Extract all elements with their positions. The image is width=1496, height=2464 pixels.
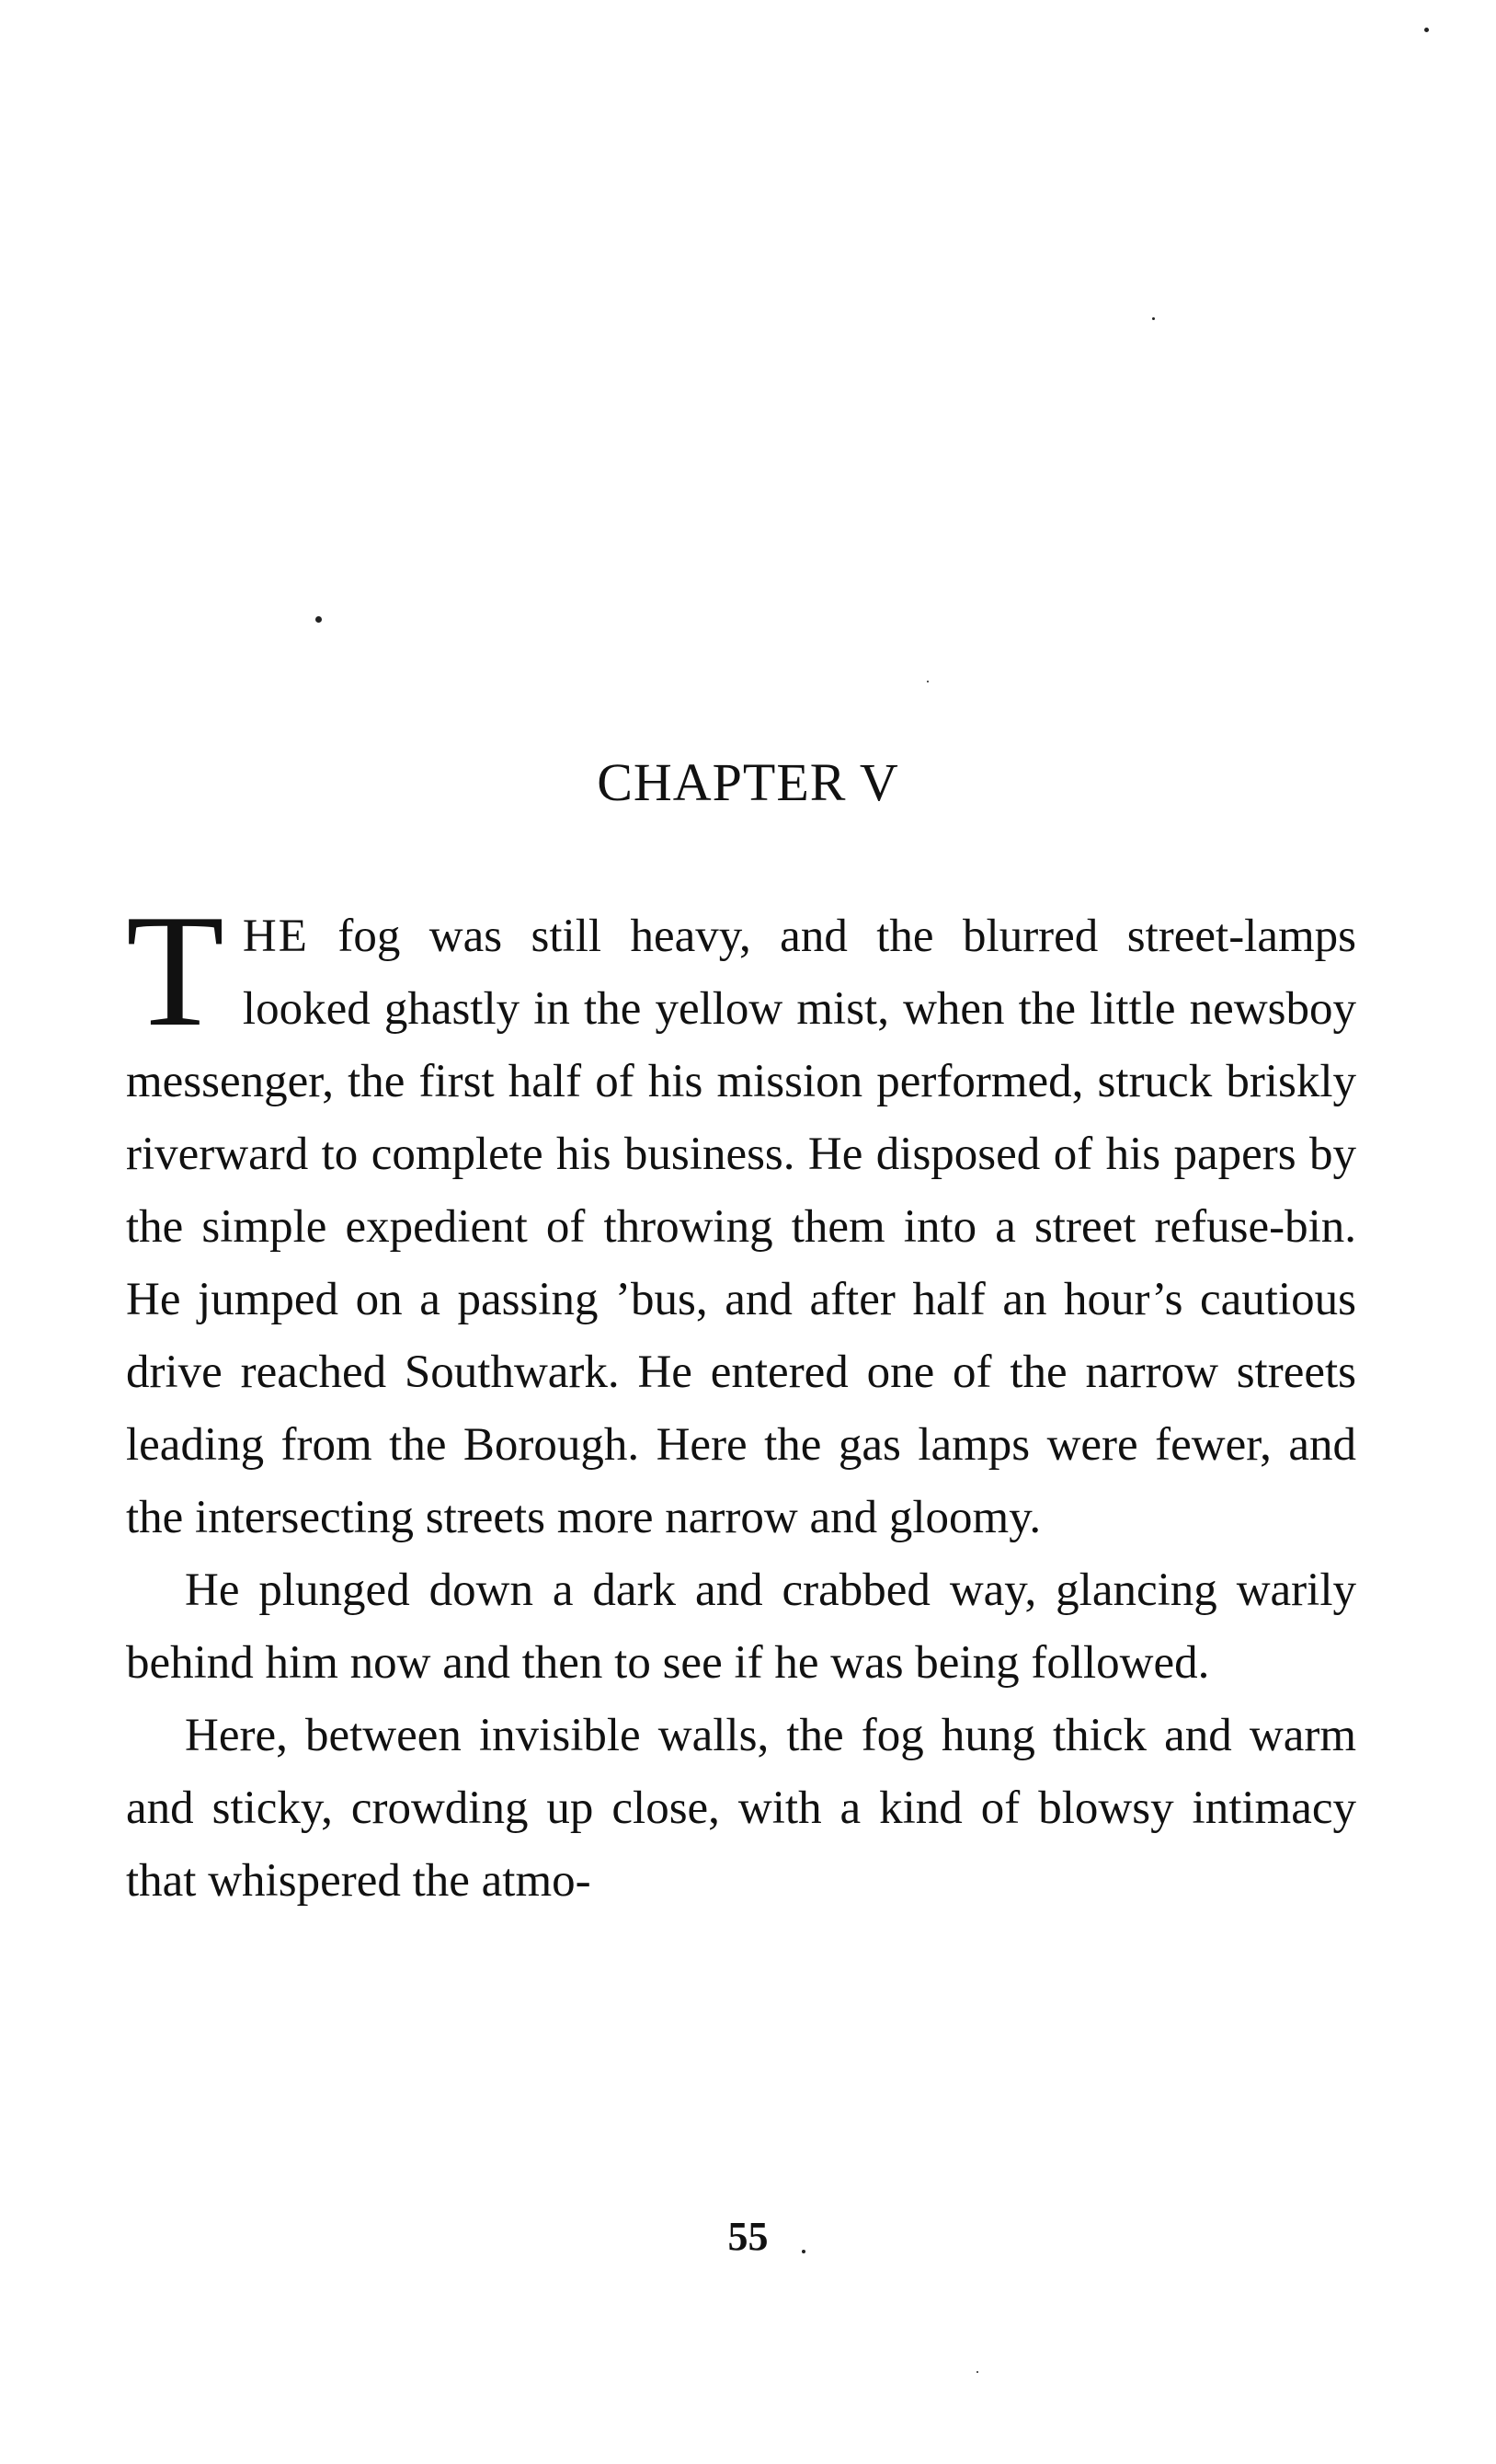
page-number: 55 (727, 2214, 769, 2259)
ink-speck (1424, 28, 1429, 32)
chapter-text (126, 881, 1356, 1918)
ink-speck (1152, 317, 1155, 320)
drop-cap: T (126, 881, 224, 1060)
ink-speck (927, 681, 929, 682)
paragraph-1 (126, 881, 1356, 1554)
opening-small-caps: HE (242, 911, 309, 962)
paragraph-3: Here, between invisible walls, the fog hung thick and warm and sticky, crowding up close, with a kind of blowsy intimacy that whispered the atmo- (126, 1710, 1356, 1907)
paragraph-2: He plunged down a dark and crabbed way, glancing warily behind him now and then to see if he was being followed. (126, 1564, 1356, 1689)
paragraph-1-text: fog was still heavy, and the blurred street-lamps looked ghastly in the yellow mist, when the little newsboy messenger, the first half of his mission performed, struck briskly riverward to complete his business. He disposed of his papers by the simple expedient of throwing them into a street refuse-bin. He jumped on a passing ’bus, and after half an hour’s cautious drive reached Southwark. He entered one of the narrow streets leading from the Borough. Here the gas lamps were fewer, and the intersecting streets more narrow and gloomy. (126, 911, 1356, 1543)
chapter-heading: CHAPTER V (597, 752, 899, 812)
ink-speck (976, 2371, 978, 2373)
ink-speck (315, 616, 322, 623)
